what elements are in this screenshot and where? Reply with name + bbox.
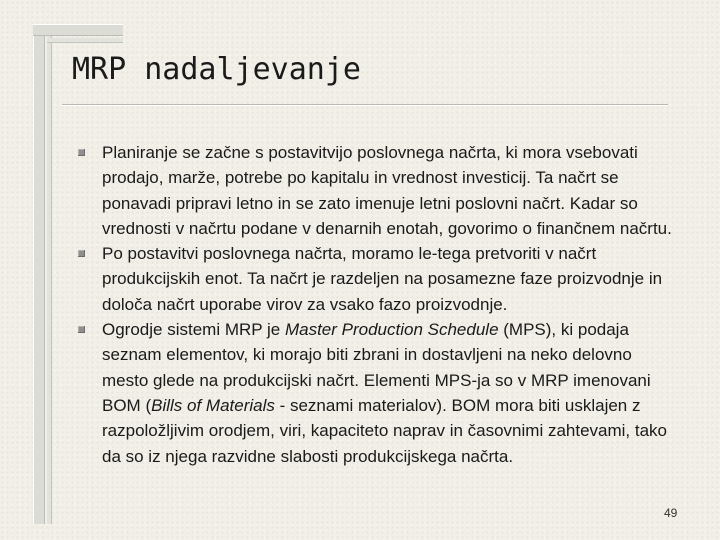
square-bullet-icon bbox=[78, 149, 85, 156]
frame-top-bar-outer bbox=[33, 24, 123, 36]
title-divider bbox=[62, 104, 668, 106]
bullet-item bbox=[78, 317, 678, 469]
bullet-text-emphasis: Bills of Materials bbox=[151, 395, 275, 415]
frame-left-bar-outer bbox=[33, 24, 45, 524]
bullet-text bbox=[102, 244, 662, 314]
bullet-text-emphasis: Master Production Schedule bbox=[284, 320, 499, 340]
page-number: 49 bbox=[664, 506, 678, 520]
bullet-text-segment: Po postavitvi poslovnega načrta, moramo le-tega pretvoriti v načrt produkcijskih enot. Ta načrt je razdeljen na posamezne faze proizvodnje in določa načrt uporabe virov za vsako fazo proizvodnje. bbox=[102, 244, 663, 314]
slide-title: MRP nadaljevanje bbox=[72, 52, 361, 87]
bullet-text-segment: Planiranje se začne s postavitvijo poslovnega načrta, ki mora vsebovati prodajo, marže, potrebe po kapitalu in vrednost investicij. Ta načrt se ponavadi pripravi letno in se zato imenuje letni poslovni načrt. Kadar so vrednosti v načrtu podane v denarnih enotah, govorimo o finančnem načrtu. bbox=[102, 143, 672, 238]
bullet-text bbox=[102, 320, 667, 465]
bullet-text-segment: Ogrodje sistemi MRP je bbox=[102, 320, 285, 340]
frame-left-bar-inner bbox=[47, 24, 52, 524]
bullet-text-segment: (MPS), ki podaja seznam elementov, ki morajo biti zbrani in dostavljeni na neko delovno mesto glede na produkcijski načrt. Elementi MPS-ja so v MRP imenovani BOM ( bbox=[102, 320, 651, 415]
bullet-text bbox=[102, 143, 672, 238]
square-bullet-icon bbox=[78, 326, 85, 333]
frame-top-bar-inner bbox=[47, 38, 123, 43]
bullet-text-segment: - seznami materialov). BOM mora biti usklajen z razpoložljivim orodjem, viri, kapaciteto naprav in časovnimi zahtevami, tako da so iz njega razvidne slabosti produkcijskega načrta. bbox=[102, 395, 668, 466]
bullet-list bbox=[78, 140, 678, 469]
square-bullet-icon bbox=[78, 250, 85, 257]
bullet-item bbox=[78, 140, 678, 241]
bullet-item bbox=[78, 241, 678, 317]
